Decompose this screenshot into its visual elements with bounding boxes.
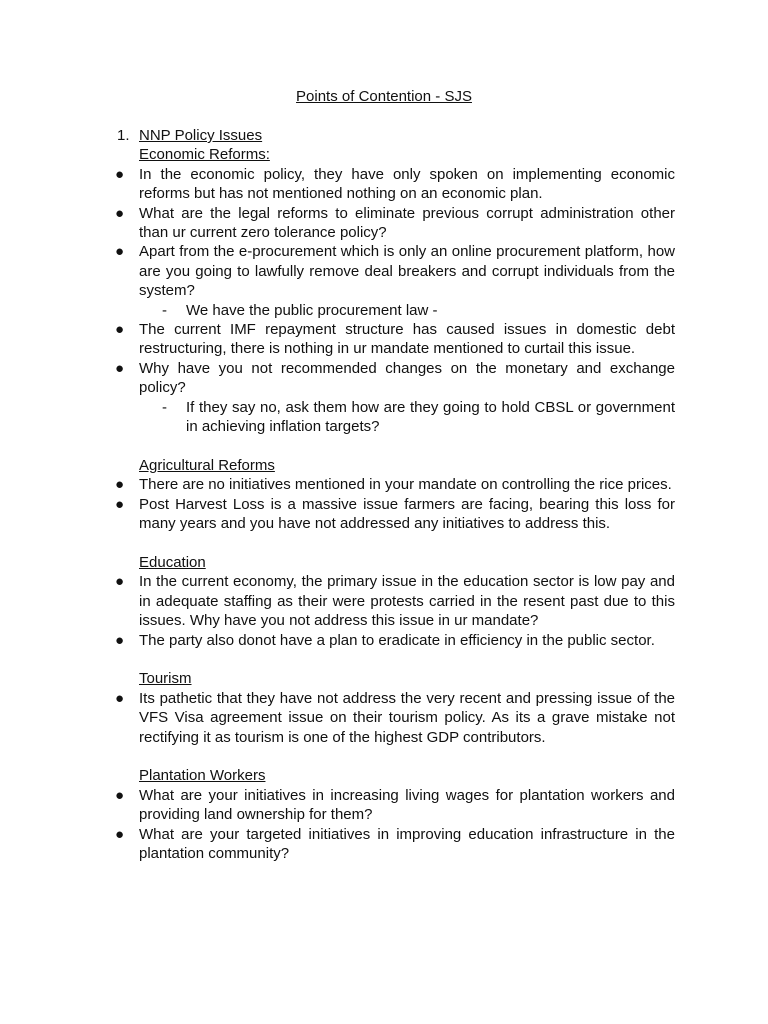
spacer	[0, 437, 768, 456]
list-item: ● What are your initiatives in increasing living wages for plantation workers and providing land ownership for them?	[115, 786, 675, 824]
bullet-icon: ●	[115, 495, 125, 513]
document-title: Points of Contention - SJS	[296, 88, 472, 105]
list-item: ● There are no initiatives mentioned in your mandate on controlling the rice prices.	[115, 476, 672, 494]
list-item: ● In the economic policy, they have only spoken on implementing economic reforms but has not mentioned nothing on an economic plan.	[115, 165, 675, 203]
tourism-list	[0, 689, 768, 747]
bullet-icon: ●	[115, 825, 125, 843]
list-item: ● In the current economy, the primary issue in the education sector is low pay and in adequate staffing as their were protests carried in the resent past due to this issues. Why have you not address this issue in ur mandate?	[115, 573, 675, 630]
economic-reforms-list	[0, 165, 768, 437]
list-item: ● Why have you not recommended changes on the monetary and exchange policy?	[115, 359, 675, 397]
bullet-icon: ●	[115, 476, 125, 494]
bullet-icon: ●	[115, 573, 125, 591]
tourism-heading: Tourism	[139, 670, 192, 688]
plantation-workers-list	[0, 786, 768, 864]
list-item: ● Post Harvest Loss is a massive issue farmers are facing, bearing this loss for many years and you have not addressed any initiatives to address this.	[115, 495, 675, 533]
list-item: ● Its pathetic that they have not address the very recent and pressing issue of the VFS Visa agreement issue on their tourism policy. As its a grave mistake not rectifying it as tourism is one of the highest GDP contributors.	[115, 689, 675, 746]
list-item: ● What are your targeted initiatives in improving education infrastructure in the plantation community?	[115, 825, 675, 862]
dash-icon: -	[162, 398, 167, 416]
bullet-icon: ●	[115, 321, 125, 339]
dash-icon: -	[162, 301, 167, 319]
sub-list-item: - We have the public procurement law -	[162, 301, 438, 319]
list-item: ● The current IMF repayment structure has caused issues in domestic debt restructuring, there is nothing in ur mandate mentioned to curtail this issue.	[115, 321, 675, 358]
bullet-icon: ●	[115, 786, 125, 804]
section-number: 1.	[117, 127, 130, 144]
spacer	[0, 534, 768, 553]
document-content	[0, 126, 768, 863]
agricultural-reforms-heading: Agricultural Reforms	[139, 456, 275, 474]
bullet-icon: ●	[115, 243, 125, 261]
agricultural-reforms-list	[0, 475, 768, 533]
section-header	[0, 126, 768, 145]
education-list	[0, 572, 768, 650]
economic-reforms-heading: Economic Reforms:	[139, 146, 270, 164]
list-item: ● The party also donot have a plan to eradicate in efficiency in the public sector.	[115, 631, 655, 649]
bullet-icon: ●	[115, 204, 125, 222]
list-item: ● What are the legal reforms to eliminate previous corrupt administration other than ur current zero tolerance policy?	[115, 204, 675, 242]
bullet-icon: ●	[115, 631, 125, 649]
plantation-workers-heading: Plantation Workers	[139, 767, 266, 785]
sub-list-item: - If they say no, ask them how are they going to hold CBSL or government in achieving inflation targets?	[162, 398, 675, 436]
education-heading: Education	[139, 553, 206, 571]
spacer	[0, 747, 768, 766]
bullet-icon: ●	[115, 689, 125, 707]
section-title: NNP Policy Issues	[139, 127, 263, 144]
bullet-icon: ●	[115, 165, 125, 183]
list-item: ● Apart from the e-procurement which is only an online procurement platform, how are you going to lawfully remove deal breakers and corrupt individuals from the system?	[115, 243, 675, 300]
bullet-icon: ●	[115, 359, 125, 377]
spacer	[0, 650, 768, 669]
